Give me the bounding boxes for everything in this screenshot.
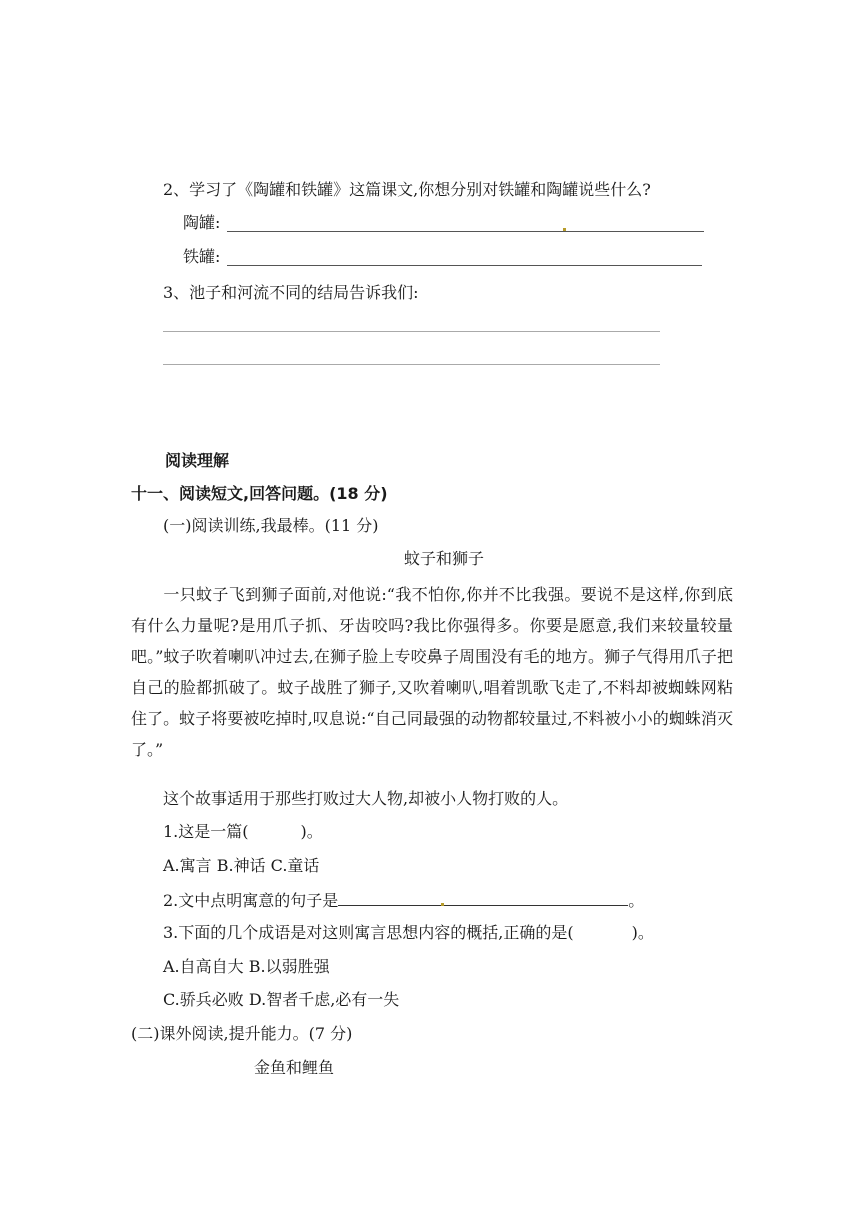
q1-suffix: )。 (300, 822, 323, 841)
blank-mark (563, 228, 566, 231)
tieguan-answer-line[interactable] (227, 265, 702, 266)
q1-prefix: 1.这是一篇( (163, 822, 249, 841)
tieguan-label: 铁罐: (183, 247, 221, 266)
q3-answer-line-1[interactable] (163, 331, 660, 332)
blank-mark (441, 903, 444, 906)
q2-suffix: 。 (628, 891, 645, 910)
q3-options-row-2: C.骄兵必败 D.智者千虑,必有一失 (163, 990, 400, 1009)
q1-options: A.寓言 B.神话 C.童话 (163, 856, 320, 875)
q3-options-row-1: A.自高自大 B.以弱胜强 (163, 957, 330, 976)
part1-question-1 (163, 822, 323, 842)
question-2-prompt: 2、学习了《陶罐和铁罐》这篇课文,你想分别对铁罐和陶罐说些什么? (163, 180, 651, 199)
story-paragraph (131, 579, 733, 765)
story-title-goldfish-carp: 金鱼和鲤鱼 (254, 1058, 335, 1077)
taoguan-label: 陶罐: (183, 213, 221, 232)
q3-answer-line-2[interactable] (163, 364, 660, 365)
part1-title: (一)阅读训练,我最棒。(11 分) (163, 516, 379, 535)
part1-question-2 (163, 889, 644, 911)
q2-prefix: 2.文中点明寓意的句子是 (163, 891, 339, 910)
question-3-prompt: 3、池子和河流不同的结局告诉我们: (163, 283, 419, 302)
part1-question-3 (163, 923, 654, 943)
q2-answer-line[interactable] (338, 889, 628, 906)
section-heading: 阅读理解 (165, 451, 230, 470)
part2-title: (二)课外阅读,提升能力。(7 分) (131, 1024, 353, 1043)
story-title-mosquito-lion: 蚊子和狮子 (404, 549, 485, 568)
q3-suffix: )。 (631, 923, 654, 942)
story-paragraph-text: 一只蚊子飞到狮子面前,对他说:“我不怕你,你并不比我强。要说不是这样,你到底有什么力量呢?是用爪子抓、牙齿咬吗?我比你强得多。你要是愿意,我们来较量较量吧。”蚊子吹着喇叭冲过去,在狮子脸上专咬鼻子周围没有毛的地方。狮子气得用爪子把自己的脸都抓破了。蚊子战胜了狮子,又吹着喇叭,唱着凯歌飞走了,不料却被蜘蛛网粘住了。蚊子将要被吃掉时,叹息说:“自己同最强的动物都较量过,不料被小小的蜘蛛消灭了。” (131, 585, 733, 759)
q3-prefix: 3.下面的几个成语是对这则寓言思想内容的概括,正确的是( (163, 923, 574, 942)
question-11-title: 十一、阅读短文,回答问题。(18 分) (131, 484, 388, 503)
story-moral: 这个故事适用于那些打败过大人物,却被小人物打败的人。 (163, 789, 569, 808)
taoguan-answer-line[interactable] (227, 231, 704, 232)
